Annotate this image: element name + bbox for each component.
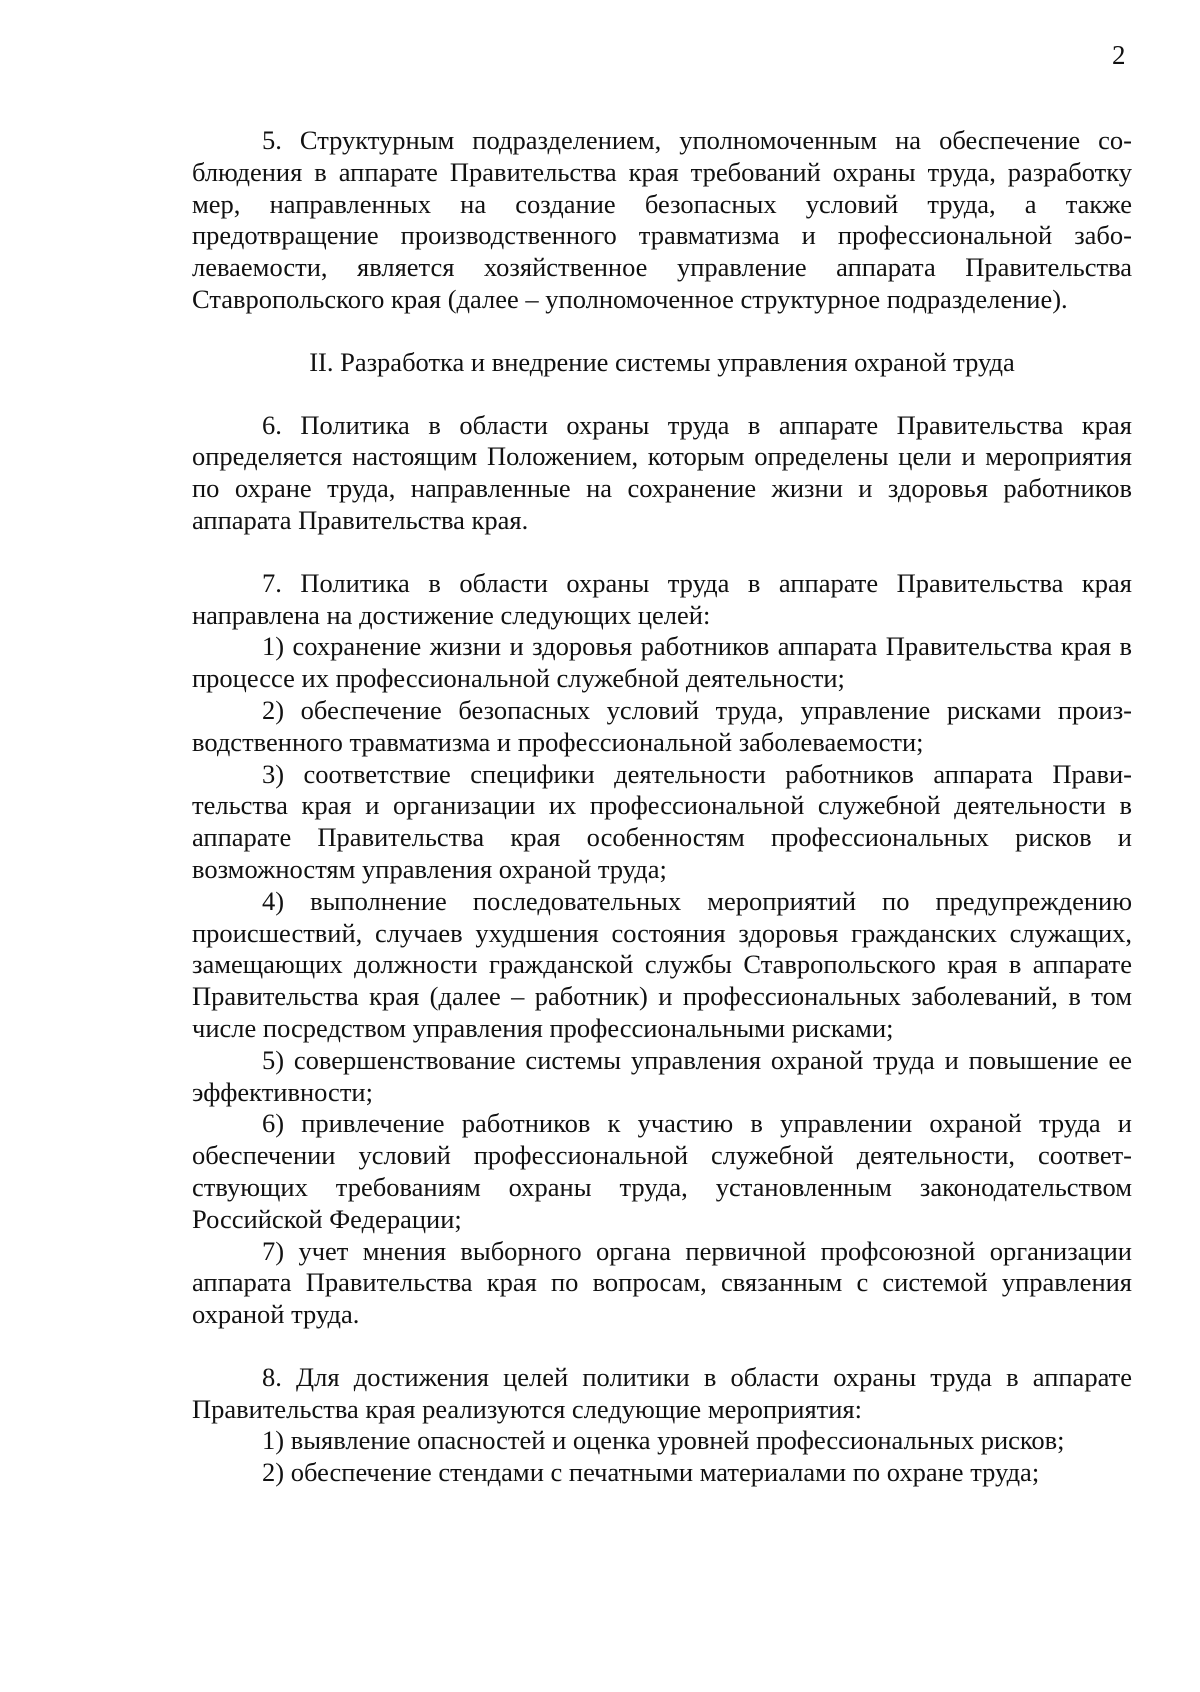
paragraph-7-item-1: 1) сохранение жизни и здоровья работников аппарата Правительства края в процессе их профессиональной служебной деятельности; bbox=[192, 631, 1132, 694]
paragraph-7-item-6: 6) привлечение работников к участию в управлении охраной труда и обеспечении условий профессиональной служебной деятельности, соответствующих требованиям охраны труда, установленным законодательством Российской Федерации; bbox=[192, 1108, 1132, 1234]
paragraph-7: 7. Политика в области охраны труда в аппарате Правительства края направлена на достижение следующих целей: bbox=[192, 567, 1132, 630]
paragraph-7-item-3: 3) соответствие специфики деятельности работников аппарата Правительства края и организации их профессиональной служебной деятельности в аппарате Правительства края особенностям профессиональных рисков и возможностям управления охраной труда; bbox=[192, 758, 1132, 884]
paragraph-5: 5. Структурным подразделением, уполномоченным на обеспечение соблюдения в аппарате Правительства края требований охраны труда, разработку мер, направленных на создание безопасных условий труда, а также предотвращение производственного травматизма и профессиональной заболеваемости, является хозяйственное управление аппарата Правительства Ставропольского края (далее – уполномоченное структурное подразделение). bbox=[192, 125, 1132, 314]
document-body bbox=[192, 125, 1132, 1489]
paragraph-7-item-4: 4) выполнение последовательных мероприятий по предупреждению происшествий, случаев ухудшения состояния здоровья гражданских служащих, замещающих должности гражданской службы Ставропольского края в аппарате Правительства края (далее – работник) и профессиональных заболеваний, в том числе посредством управления профессиональными рисками; bbox=[192, 885, 1132, 1043]
paragraph-8-item-2: 2) обеспечение стендами с печатными материалами по охране труда; bbox=[262, 1457, 1040, 1488]
section-heading: II. Разработка и внедрение системы управления охраной труда bbox=[309, 346, 1015, 377]
paragraph-7-item-2: 2) обеспечение безопасных условий труда, управление рисками производственного травматизма и профессиональной заболеваемости; bbox=[192, 694, 1132, 757]
paragraph-7-item-7: 7) учет мнения выборного органа первичной профсоюзной организации аппарата Правительства края по вопросам, связанным с системой управления охраной труда. bbox=[192, 1235, 1132, 1330]
paragraph-8: 8. Для достижения целей политики в области охраны труда в аппарате Правительства края реализуются следующие мероприятия: bbox=[192, 1361, 1132, 1424]
page-number: 2 bbox=[1112, 40, 1126, 70]
paragraph-8-item-1: 1) выявление опасностей и оценка уровней профессиональных рисков; bbox=[262, 1425, 1065, 1456]
paragraph-6: 6. Политика в области охраны труда в аппарате Правительства края определяется настоящим Положением, которым определены цели и мероприятия по охране труда, направленные на сохранение жизни и здоровья работников аппарата Правительства края. bbox=[192, 409, 1132, 535]
paragraph-7-item-5: 5) совершенствование системы управления охраной труда и повышение ее эффективности; bbox=[192, 1044, 1132, 1107]
